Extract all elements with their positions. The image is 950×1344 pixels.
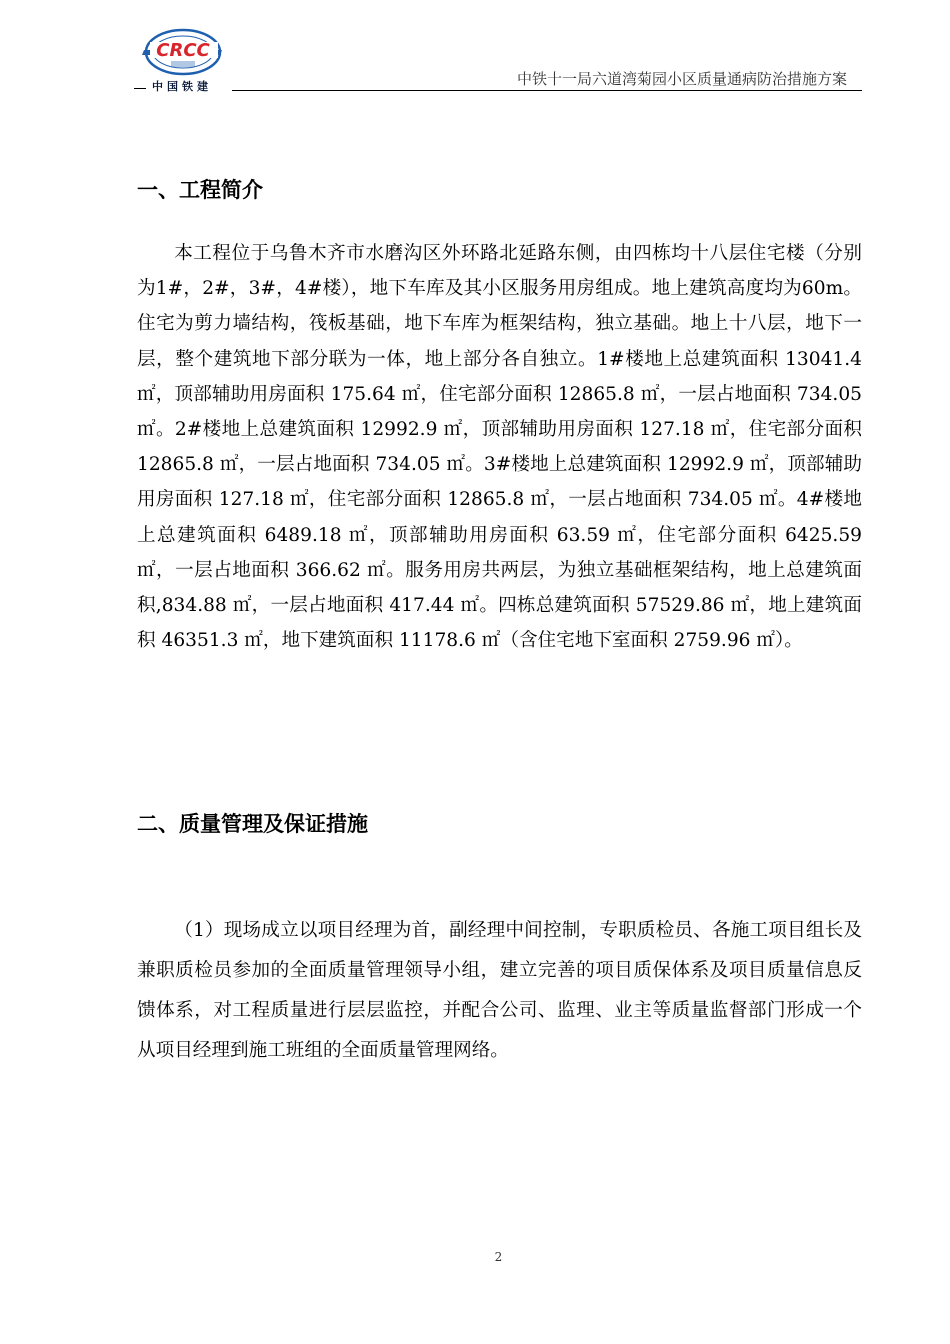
page-number: 2 <box>494 1250 503 1264</box>
overview-paragraph: 本工程位于乌鲁木齐市水磨沟区外环路北延路东侧，由四栋均十八层住宅楼（分别为1#，2#，3#，4#楼），地下车库及其小区服务用房组成。地上建筑高度均为60m。住宅为剪力墙结构，筏板基础，地下车库为框架结构，独立基础。地上十八层，地下一层，整个建筑地下部分联为一体，地上部分各自独立。1#楼地上总建筑面积 13041.4 ㎡，顶部辅助用房面积 175.64 ㎡，住宅部分面积 12865.8 ㎡，一层占地面积 734.05 ㎡。2#楼地上总建筑面积 12992.9 ㎡，顶部辅助用房面积 127.18 ㎡，住宅部分面积 12865.8 ㎡，一层占地面积 734.05 ㎡。3#楼地上总建筑面积 12992.9 ㎡，顶部辅助用房面积 127.18 ㎡，住宅部分面积 12865.8 ㎡，一层占地面积 734.05 ㎡。4#楼地上总建筑面积 6489.18 ㎡，顶部辅助用房面积 63.59 ㎡，住宅部分面积 6425.59 ㎡，一层占地面积 366.62 ㎡。服务用房共两层，为独立基础框架结构，地上总建筑面积,834.88 ㎡，一层占地面积 417.44 ㎡。四栋总建筑面积 57529.86 ㎡，地上建筑面积 46351.3 ㎡，地下建筑面积 11178.6 ㎡（含住宅地下室面积 2759.96 ㎡）。 <box>137 243 862 652</box>
page-header <box>0 0 950 100</box>
section-heading-quality: 二、质量管理及保证措施 <box>137 812 368 836</box>
logo-wordmark: CRCC <box>156 40 210 61</box>
document-title: 中铁十一局六道湾菊园小区质量通病防治措施方案 <box>516 70 847 88</box>
logo-underline <box>134 88 146 89</box>
section-heading-overview: 一、工程简介 <box>137 178 263 202</box>
logo-subtext: 中国铁建 <box>152 80 212 93</box>
header-rule <box>232 90 862 91</box>
quality-paragraph: （1）现场成立以项目经理为首，副经理中间控制，专职质检员、各施工项目组长及兼职质检员参加的全面质量管理领导小组，建立完善的项目质保体系及项目质量信息反馈体系，对工程质量进行层层监控，并配合公司、监理、业主等质量监督部门形成一个从项目经理到施工班组的全面质量管理网络。 <box>137 920 862 1061</box>
